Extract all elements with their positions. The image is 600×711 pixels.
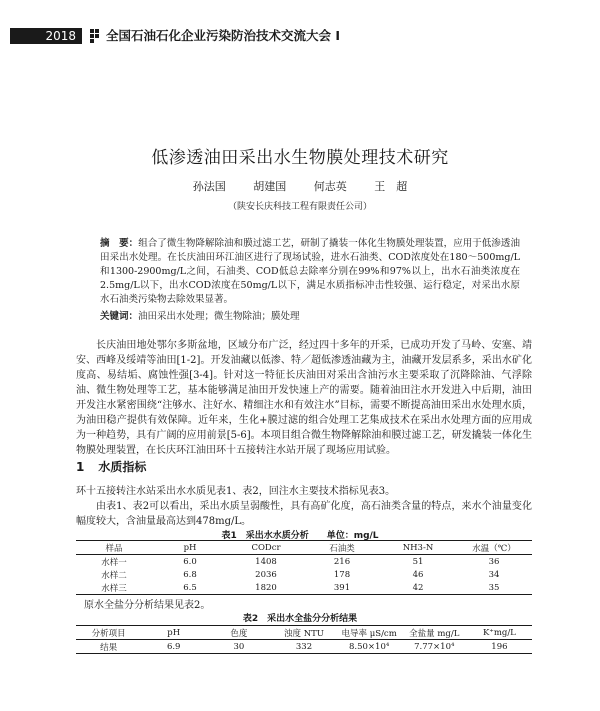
table-cell: 1408 [255,556,277,567]
salt-analysis-table [76,625,532,654]
table-cell: 216 [333,556,351,567]
table-cell: 35 [488,582,500,593]
table-cell: 8.50×10⁴ [348,641,390,652]
table-cell: 1820 [255,582,277,593]
section-paragraph-1: 环十五接转注水站采出水水质见表1、表2，回注水主要技术指标见表3。 [76,486,396,497]
table2-caption: 表2 采出水全盐分分析结果 [242,614,358,624]
author-4: 王 超 [374,180,408,193]
table-header-cell: pH [152,541,228,555]
table-cell: 水样二 [101,570,127,581]
author-list [0,178,600,194]
table-header-cell: 色度 [206,626,271,640]
table-cell: 6.5 [183,582,197,593]
table-cell: 水样一 [101,557,127,568]
water-quality-table [76,540,532,595]
table-cell: 51 [412,556,424,567]
table-cell: 7.77×10⁴ [414,641,455,652]
table-cell: 30 [233,641,245,652]
abstract-label: 摘 要： [100,238,139,249]
table-header-cell: 水温（℃） [456,541,532,555]
table-header-cell: NH3-N [380,541,456,555]
table-cell: 36 [488,556,500,567]
table-cell: 46 [412,569,424,580]
table-cell: 34 [488,569,500,580]
table-header-cell: pH [141,626,206,640]
abstract [100,237,520,307]
table-row [76,555,532,569]
table-header-cell: CODcr [228,541,304,555]
table-cell: 6.0 [183,556,197,567]
table-header-cell: K⁺mg/L [467,626,532,640]
keywords [100,308,520,322]
running-header [10,26,590,48]
abstract-text: 组合了微生物降解除油和膜过滤工艺，研制了撬装一体化生物膜处理装置，应用于低渗透油田采出水处理。在长庆油田环江油区进行了现场试验，进水石油类、COD浓度处在180～500mg/L和1300-2900mg/L之间，石油类、COD低总去除率分别在99%和97%以上，出水石油类浓度在2.5mg/L以下，出水COD浓度在50mg/L以下，满足水质指标冲击性较强、运行稳定，对采出水原水石油类污染物去除效果显著。 [100,238,520,305]
square-bullet-icon [90,29,100,43]
table-cell: 6.9 [166,641,181,652]
table-row [76,640,532,654]
table-cell: 332 [295,641,313,652]
table-header-row [76,626,532,640]
affiliation: （陕安长庆科技工程有限责任公司） [227,202,372,212]
table-header-row [76,541,532,555]
table-header-cell: 全盐量 mg/L [402,626,467,640]
section-number: 1 [76,460,85,474]
section-title: 水质指标 [98,460,147,474]
keywords-text: 油田采出水处理；微生物除油；膜处理 [138,311,300,322]
author-2: 胡建国 [253,180,287,193]
section-paragraph-2: 由表1、表2可以看出，采出水质呈弱酸性，具有高矿化度，高石油类含量的特点，来水个油量变化幅度较大，含油量最高达到478mg/L。 [76,501,532,527]
table-header-cell: 浊度 NTU [271,626,336,640]
author-3: 何志英 [313,180,347,193]
table-row [76,581,532,595]
conference-title: 全国石油石化企业污染防治技术交流大会 I [106,28,341,43]
table-header-cell: 分析项目 [76,626,141,640]
intro-paragraph: 长庆油田地处鄂尔多斯盆地，区域分布广泛，经过四十多年的开采，已成功开发了马岭、安塞、靖安、西峰及绥靖等油田[1-2]。开发油藏以低渗、特／超低渗透油藏为主，油藏开发层系多，采出水矿化度高、易结垢、腐蚀性强[3-4]。针对这一特征长庆油田对采出含油污水主要采取了沉降除油、气浮除油、微生物处理等工艺，基本能够满足油田开发快速上产的需要。随着油田注水开发进入中后期，油田开发注水紧密围绕“注够水、注好水、精细注水和有效注水”目标，需要不断提高油田采出水处理水质，为油田稳产提供有效保障。近年来，生化+膜过滤的组合处理工艺集成技术在采出水处理方面的应用成为一种趋势，具有广阔的应用前景[5-6]。本项目组合微生物降解除油和膜过滤工艺，研发撬装一体化生物膜处理装置，在长庆环江油田环十五接转注水站开展了现场应用试验。 [76,340,532,456]
section-heading [76,458,146,475]
table-header-cell: 电导率 μS/cm [337,626,402,640]
year-badge: 2018 [10,28,82,44]
table-cell: 结果 [100,642,118,653]
table1-unit: 单位：mg/L [326,531,379,541]
table-cell: 水样三 [101,583,127,594]
keywords-label: 关键词： [100,311,139,322]
table-row [76,568,532,581]
table-cell: 196 [491,641,508,652]
table-cell: 2036 [255,569,277,580]
section-paragraph-3: 原水全盐分分析结果见表2。 [84,600,211,611]
table1-caption-text: 表1 采出水水质分析 [221,531,309,541]
table-cell: 391 [333,582,351,593]
author-1: 孙法国 [192,180,226,193]
table-header-cell: 样品 [76,541,152,555]
table-cell: 178 [333,569,351,580]
table-cell: 6.8 [183,569,197,580]
paper-title: 低渗透油田采出水生物膜处理技术研究 [151,148,449,168]
table-cell: 42 [412,582,424,593]
table-header-cell: 石油类 [304,541,380,555]
